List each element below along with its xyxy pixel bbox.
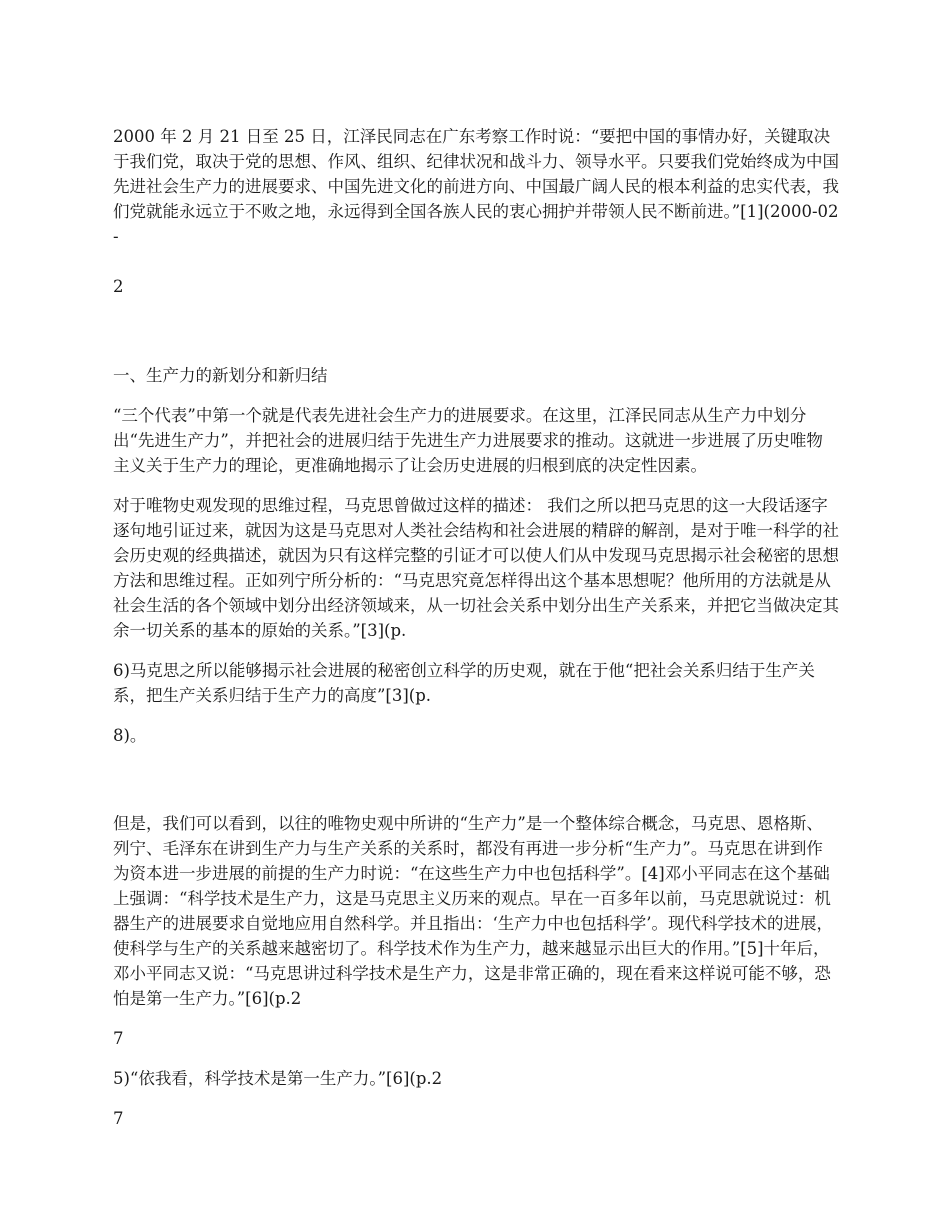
paragraph-fragment-7b: 7 — [113, 1109, 124, 1128]
paragraph-fragment-7a: 7 — [113, 1029, 124, 1048]
paragraph-three-represents: “三个代表”中第一个就是代表先进社会生产力的进展要求。在这里，江泽民同志从生产力中划分出“先进生产力”，并把社会的进展归结于先进生产力进展要求的推动。这就进一步进展了历史唯物主义关于生产力的理论，更准确地揭示了让会历史进展的归根到底的决定性因素。 — [113, 406, 823, 475]
section-heading: 一、生产力的新划分和新归结 — [113, 366, 328, 385]
document-page — [113, 124, 839, 1131]
paragraph-intro: 2000 年 2 月 21 日至 25 日，江泽民同志在广东考察工作时说：“要把中国的事情办好，关键取决于我们党，取决于党的思想、作风、组织、纪律状况和战斗力、领导水平。只要我们党始终成为中国先进社会生产力的进展要求、中国先进文化的前进方向、中国最广阔人民的根本利益的忠实代表，我们党就能永远立于不败之地，永远得到全国各族人民的衷心拥护并带领人民不断前进。”[1](2000-02- — [113, 127, 839, 246]
paragraph-first-productivity: 5)“依我看，科学技术是第一生产力。”[6](p.2 — [113, 1069, 443, 1088]
paragraph-marx-history: 6)马克思之所以能够揭示社会进展的秘密创立科学的历史观，就在于他“把社会关系归结于生产关系，把生产关系归结于生产力的高度”[3](p. — [113, 661, 815, 705]
paragraph-marx-method: 对于唯物史观发现的思维过程，马克思曾做过这样的描述： 我们之所以把马克思的这一大段话逐字逐句地引证过来，就因为这是马克思对人类社会结构和社会进展的精辟的解剖，是对于唯一科学的社会历史观的经典描述，就因为只有这样完整的引证才可以使人们从中发现马克思揭示社会秘密的思想方法和思维过程。正如列宁所分析的：“马克思究竟怎样得出这个基本思想呢？他所用的方法就是从社会生活的各个领域中划分出经济领域来，从一切社会关系中划分出生产关系来，并把它当做决定其余一切关系的基本的原始的关系。”[3](p. — [113, 496, 839, 640]
paragraph-science-productivity: 但是，我们可以看到，以往的唯物史观中所讲的“生产力”是一个整体综合概念，马克思、恩格斯、列宁、毛泽东在讲到生产力与生产关系的关系时，都没有再进一步分析“生产力”。马克思在讲到作为资本进一步进展的前提的生产力时说：“在这些生产力中也包括科学”。[4]邓小平同志在这个基础上强调：“科学技术是生产力，这是马克思主义历来的观点。早在一百多年以前，马克思就说过：机器生产的进展要求自觉地应用自然科学。并且指出：‘生产力中也包括科学’。现代科学技术的进展，使科学与生产的关系越来越密切了。科学技术作为生产力，越来越显示出巨大的作用。”[5]十年后，邓小平同志又说：“马克思讲过科学技术是生产力，这是非常正确的，现在看来这样说可能不够，恐怕是第一生产力。”[6](p.2 — [113, 814, 833, 1008]
paragraph-fragment-2: 2 — [113, 277, 124, 296]
paragraph-fragment-8: 8)。 — [113, 726, 147, 745]
